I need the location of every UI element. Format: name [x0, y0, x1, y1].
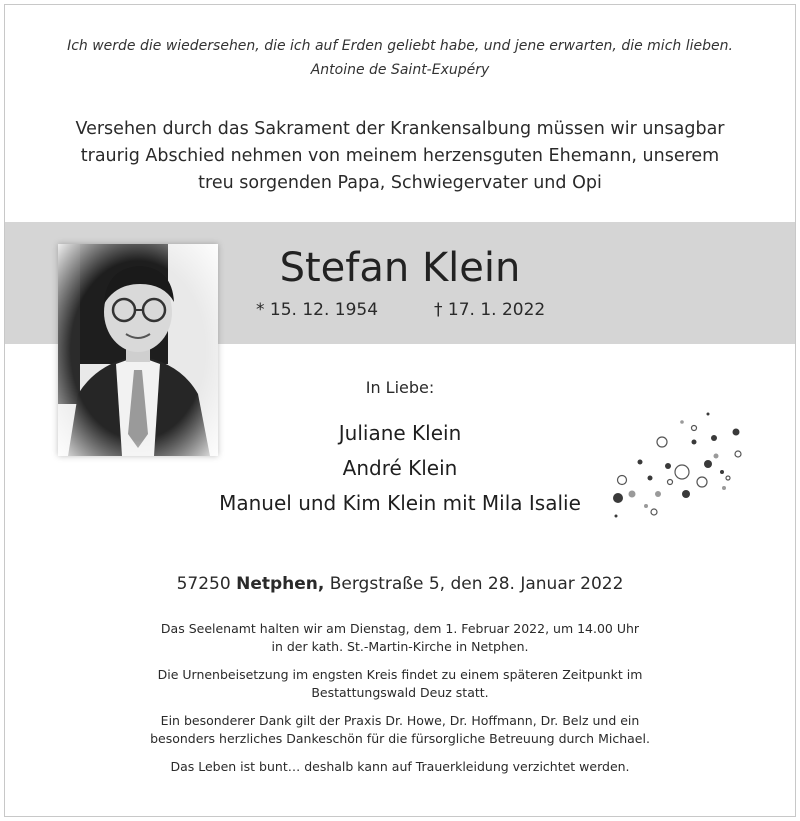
postcode: 57250: [176, 574, 231, 594]
death-date: † 17. 1. 2022: [434, 300, 546, 320]
intro-text: [0, 116, 800, 197]
intro-line: treu sorgenden Papa, Schwiegervater und Opi: [198, 173, 602, 193]
notices: [0, 620, 800, 786]
mourners-heading: In Liebe:: [365, 378, 435, 397]
notice-line: Bestattungswald Deuz statt.: [311, 685, 489, 700]
urn-notice: [0, 666, 800, 702]
mourner-name: André Klein: [342, 456, 458, 480]
street-and-date: Bergstraße 5, den 28. Januar 2022: [329, 574, 624, 594]
notice-line: Ein besonderer Dank gilt der Praxis Dr. Howe, Dr. Hoffmann, Dr. Belz und ein: [160, 713, 640, 728]
thanks-notice: [0, 712, 800, 748]
notice-line: besonders herzliches Dankeschön für die fürsorgliche Betreuung durch Michael.: [150, 731, 650, 746]
city: Netphen,: [236, 574, 325, 594]
notice-line: in der kath. St.-Martin-Kirche in Netphen.: [271, 639, 529, 654]
quote-text: Ich werde die wiedersehen, die ich auf Erden geliebt habe, und jene erwarten, die mich lieben.: [67, 38, 733, 54]
epigraph: [0, 34, 800, 82]
notice-line: Die Urnenbeisetzung im engsten Kreis findet zu einem späteren Zeitpunkt im: [157, 667, 643, 682]
service-notice: [0, 620, 800, 656]
quote-author: Antoine de Saint-Exupéry: [310, 62, 490, 78]
place-and-date: [0, 574, 800, 594]
bubbles-icon: [598, 408, 748, 523]
mourner-name: Manuel und Kim Klein mit Mila Isalie: [219, 491, 581, 515]
mourner-name: Juliane Klein: [338, 421, 462, 445]
deceased-name: Stefan Klein: [279, 245, 521, 291]
intro-line: traurig Abschied nehmen von meinem herzensguten Ehemann, unserem: [80, 146, 720, 166]
intro-line: Versehen durch das Sakrament der Krankensalbung müssen wir unsagbar: [75, 119, 725, 139]
dress-notice: [0, 758, 800, 776]
birth-date: * 15. 12. 1954: [256, 300, 379, 320]
notice-line: Das Seelenamt halten wir am Dienstag, dem 1. Februar 2022, um 14.00 Uhr: [160, 621, 640, 636]
notice-line: Das Leben ist bunt… deshalb kann auf Trauerkleidung verzichtet werden.: [170, 759, 630, 774]
